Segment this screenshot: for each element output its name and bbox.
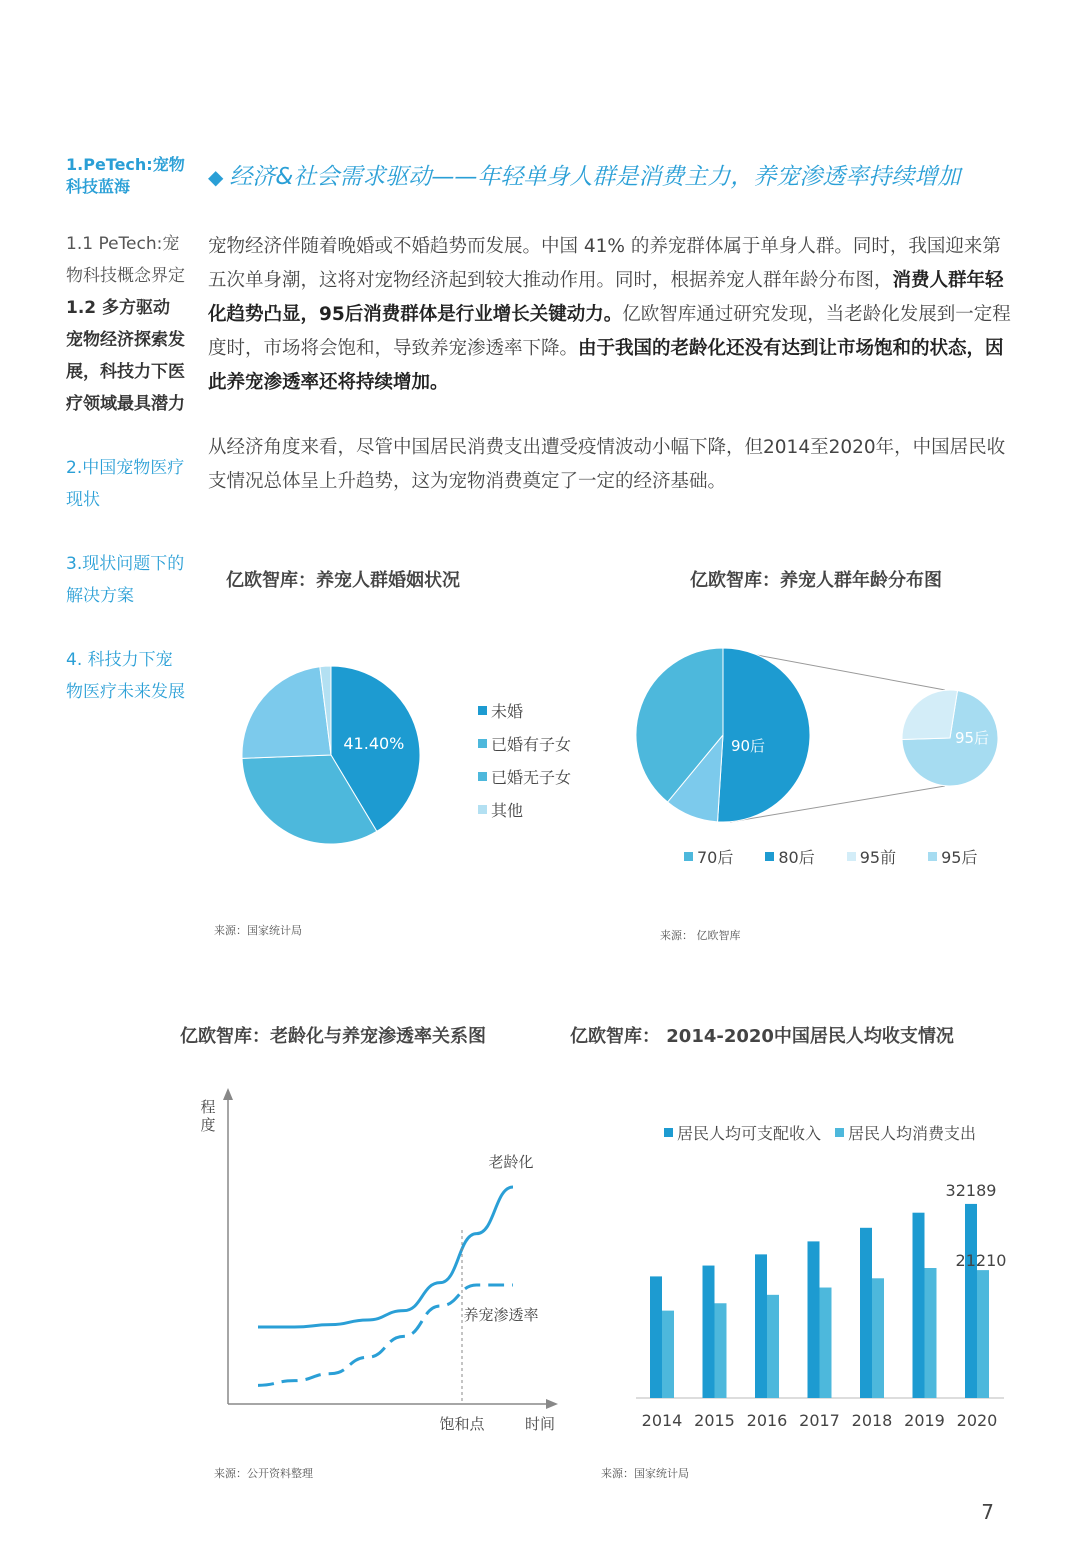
series-label: 养宠渗透率 [463, 1306, 539, 1324]
nav-subsection-1-2[interactable]: 1.2 多方驱动宠物经济探索发展，科技力下医疗领域最具潜力 [66, 298, 185, 414]
para1-bold-a: 消费人群年轻化趋势凸显，95后消费群体是行业增长关键动力。 [208, 270, 1004, 325]
bar-居民人均消费支出-2016 [767, 1295, 779, 1398]
nav-section-2[interactable]: 2.中国宠物医疗现状 [66, 458, 185, 510]
chart4-title: 亿欧智库： 2014-2020中国居民人均收支情况 [570, 1026, 954, 1047]
chart1-pie [230, 650, 440, 860]
chart2-title: 亿欧智库：养宠人群年龄分布图 [690, 570, 942, 591]
legend-label: 已婚无子女 [491, 768, 572, 787]
legend-label: 70后 [697, 848, 734, 867]
annotation-label: 饱和点 [439, 1415, 485, 1433]
x-tick-label: 2020 [956, 1411, 998, 1430]
chart2-source: 来源： 亿欧智库 [660, 929, 741, 942]
data-label: 32189 [945, 1180, 997, 1200]
legend-label: 95后 [941, 848, 978, 867]
nav-section-3[interactable]: 3.现状问题下的解决方案 [66, 554, 185, 606]
chart1-source: 来源：国家统计局 [214, 924, 302, 937]
paragraph-1 [208, 230, 1014, 400]
chart2-pie-of-pie [620, 640, 1020, 840]
bar-居民人均消费支出-2020 [977, 1270, 989, 1398]
breakout-slice-95前 [902, 690, 958, 740]
legend-swatch [835, 1128, 844, 1137]
data-label: 41.40% [343, 734, 405, 754]
x-tick-label: 2014 [641, 1411, 683, 1430]
chart3-title: 亿欧智库：老龄化与养宠渗透率关系图 [180, 1026, 486, 1047]
nav-section-4[interactable]: 4. 科技力下宠物医疗未来发展 [66, 650, 185, 702]
legend-label: 居民人均消费支出 [848, 1124, 977, 1143]
page-number: 7 [981, 1500, 994, 1524]
diamond-icon: ◆ [208, 165, 224, 189]
legend-swatch [928, 852, 937, 861]
bar-居民人均可支配收入-2016 [755, 1254, 767, 1398]
chart1-legend-item [478, 793, 571, 826]
chart4-legend-item [664, 1121, 821, 1144]
legend-label: 其他 [491, 801, 524, 820]
legend-swatch [478, 739, 487, 748]
chart1-legend-item [478, 694, 571, 727]
chart2-legend-item [847, 845, 896, 868]
para1-text-b: 亿欧智库通过研究发现，当老龄化发展到一定程度时，市场将会饱和，导致养宠渗透率下降。 [208, 304, 1011, 359]
legend-swatch [684, 852, 693, 861]
bar-居民人均消费支出-2018 [872, 1278, 884, 1398]
series-label: 老龄化 [488, 1153, 534, 1171]
y-axis-label-2: 度 [200, 1116, 216, 1134]
legend-label: 未婚 [491, 702, 524, 721]
heading-text: 经济&社会需求驱动——年轻单身人群是消费主力，养宠渗透率持续增加 [229, 164, 961, 190]
section-heading [208, 158, 960, 191]
sidebar-nav [66, 154, 186, 708]
breakout-label: 95后 [954, 729, 990, 747]
chart4-legend-item [835, 1121, 976, 1144]
bar-居民人均可支配收入-2019 [913, 1213, 925, 1398]
legend-swatch [664, 1128, 673, 1137]
series-line-养宠渗透率 [258, 1285, 513, 1385]
bar-居民人均消费支出-2019 [925, 1268, 937, 1398]
chart3-source: 来源：公开资料整理 [214, 1467, 313, 1480]
bar-居民人均可支配收入-2015 [703, 1266, 715, 1398]
chart4-bar [630, 1170, 1020, 1440]
bar-居民人均可支配收入-2020 [965, 1204, 977, 1398]
x-axis-arrow [546, 1399, 558, 1409]
x-tick-label: 2017 [799, 1411, 840, 1430]
chart1-legend [478, 694, 571, 826]
pie-slice-90后 [718, 648, 810, 822]
x-tick-label: 2018 [851, 1411, 893, 1430]
data-label: 21210 [955, 1251, 1007, 1271]
x-tick-label: 2019 [904, 1411, 945, 1430]
para1-bold-b: 由于我国的老龄化还没有达到让市场饱和的状态，因此养宠渗透率还将持续增加。 [208, 338, 1004, 393]
bar-居民人均可支配收入-2017 [808, 1241, 820, 1398]
chart2-legend-item [928, 845, 977, 868]
legend-label: 已婚有子女 [491, 735, 572, 754]
x-tick-label: 2016 [746, 1411, 788, 1430]
bar-居民人均消费支出-2015 [715, 1303, 727, 1398]
bar-居民人均消费支出-2017 [820, 1288, 832, 1398]
chart1-title: 亿欧智库：养宠人群婚姻状况 [226, 570, 460, 591]
chart3-line [190, 1080, 570, 1445]
nav-subsection-1-1[interactable]: 1.1 PeTech:宠物科技概念界定 [66, 234, 185, 286]
legend-label: 95前 [859, 848, 897, 867]
chart4-source: 来源：国家统计局 [601, 1467, 689, 1480]
paragraph-2: 从经济角度来看，尽管中国居民消费支出遭受疫情波动小幅下降，但2014至2020年，中国居民收支情况总体呈上升趋势，这为宠物消费奠定了一定的经济基础。 [208, 437, 1006, 492]
y-axis-arrow [223, 1088, 233, 1100]
chart2-legend-item [684, 845, 733, 868]
chart1-legend-item [478, 727, 571, 760]
chart4-legend [664, 1121, 976, 1144]
y-axis-label-1: 程 [200, 1098, 216, 1116]
legend-swatch [478, 805, 487, 814]
slice-label: 90后 [730, 737, 766, 755]
para1-text-a: 宠物经济伴随着晚婚或不婚趋势而发展。中国 41% 的养宠群体属于单身人群。同时，我国迎来第五次单身潮，这将对宠物经济起到较大推动作用。同时，根据养宠人群年龄分布图， [208, 236, 1001, 291]
pie-slice-已婚无子女 [242, 667, 331, 759]
x-axis-label: 时间 [524, 1415, 556, 1433]
bar-居民人均消费支出-2014 [662, 1311, 674, 1398]
legend-swatch [765, 852, 774, 861]
chart2-legend-item [765, 845, 814, 868]
nav-section-1[interactable]: 1.PeTech:宠物科技蓝海 [66, 155, 185, 196]
legend-swatch [478, 706, 487, 715]
x-tick-label: 2015 [694, 1411, 735, 1430]
chart1-legend-item [478, 760, 571, 793]
legend-label: 80后 [778, 848, 815, 867]
bar-居民人均可支配收入-2014 [650, 1276, 662, 1398]
legend-swatch [847, 852, 856, 861]
bar-居民人均可支配收入-2018 [860, 1228, 872, 1398]
legend-label: 居民人均可支配收入 [677, 1124, 822, 1143]
chart2-legend [684, 845, 978, 868]
legend-swatch [478, 772, 487, 781]
